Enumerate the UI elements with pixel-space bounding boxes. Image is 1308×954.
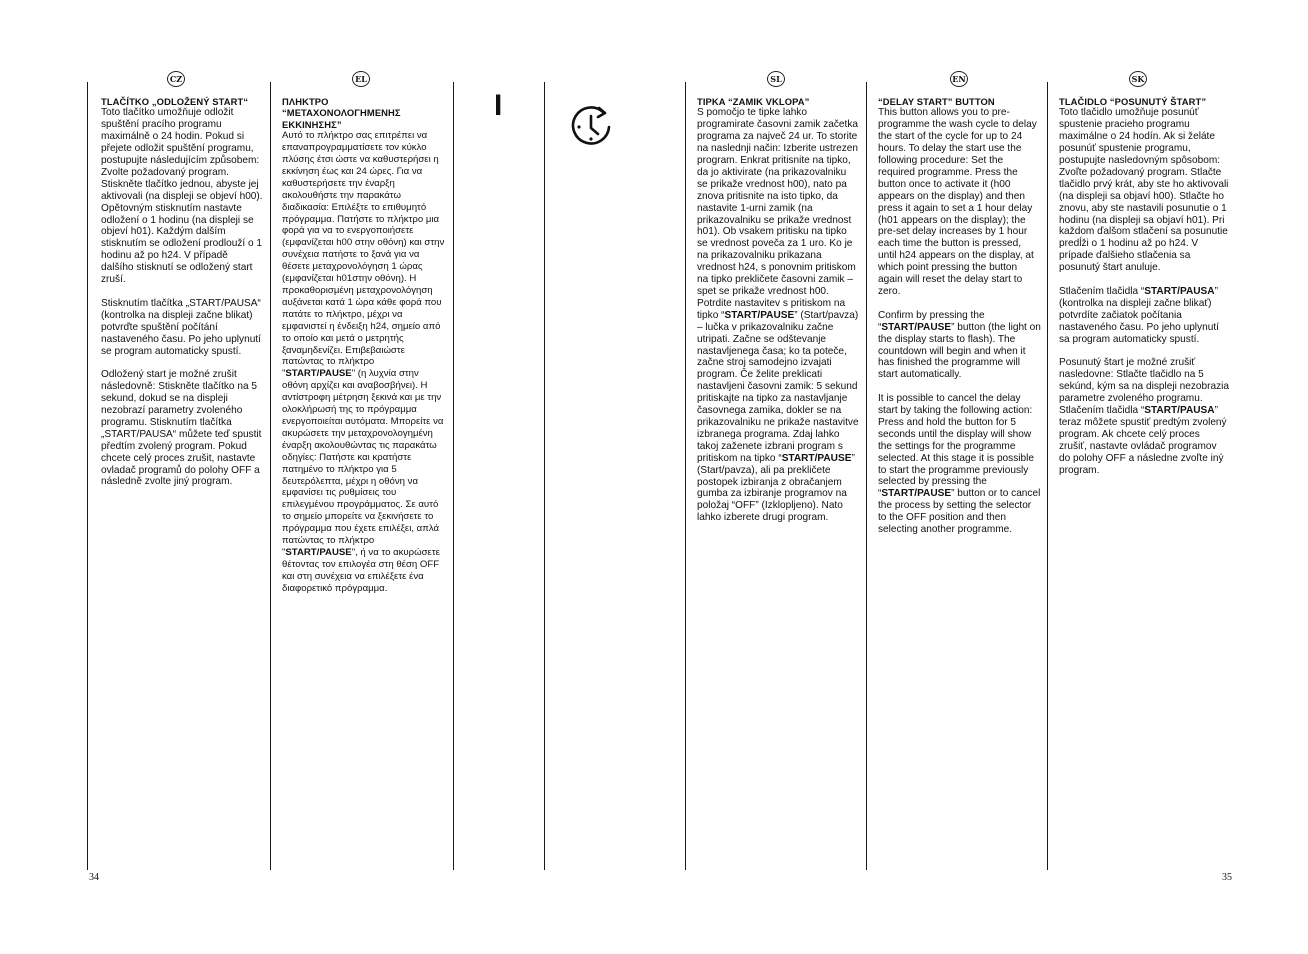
language-badge-el: EL (352, 71, 370, 87)
paragraph: It is possible to cancel the delay start by taking the following action: Press and hold the button for 5 seconds until the display will show the settings for the programme selected. At this stage it is possible to start the programme previously selected by pressing the “START/PAUSE” button or to cancel the process by setting the selector to the OFF position and then selecting another programme. (878, 393, 1041, 536)
paragraph: This button allows you to pre-programme the wash cycle to delay the start of the cycle for up to 24 hours. To delay the start use the following procedure: Set the required programme. Press the button once to activate it (h00 appears on the display) and then press it again to set a 1 hour delay (h01 appears on the display); the pre-set delay increases by 1 hour each time the button is pressed, until h24 appears on the display, at which point pressing the button again will reset the delay start to zero. (878, 107, 1037, 297)
column-sl (697, 96, 859, 536)
column-divider (544, 82, 545, 870)
column-sk (1059, 96, 1229, 488)
language-badge-sl: SL (767, 71, 785, 87)
paragraph: Toto tlačítko umožňuje odložit spuštění pracího programu maximálně o 24 hodin. Pokud si přejete odložit spuštění programu, postupujte následujícím způsobem: Zvolte požadovaný program. Stiskněte tlačítko jednou, abyste jej aktivovali (na displeji se objeví h00). Opětovným stisknutím nastavte odložení o 1 hodinu (na displeji se objeví h01). Každým dalším stisknutím se odložení prodlouží o 1 hodinu až po h24. V případě dalšího stisknutí se odložený start zruší. (101, 107, 263, 286)
column-divider (87, 82, 88, 870)
column-el (282, 96, 446, 606)
language-badge-sk: SK (1129, 71, 1147, 87)
column-divider (866, 82, 867, 870)
column-divider (270, 82, 271, 870)
paragraph: Αυτό το πλήκτρο σας επιτρέπει να επαναπρογραμματίσετε τον κύκλο πλύσης έτσι ώστε να καθυστερήσει η εκκίνηση έως και 24 ώρες. Για να καθυστερήσετε την έναρξη ακολουθήστε την παρακάτω διαδικασία: Επιλέξτε το επιθυμητό πρόγραμμα. Πατήστε το πλήκτρο μια φορά για να το ενεργοποιήσετε (εμφανίζεται h00 στην οθόνη) και στην συνέχεια πατήστε το ξανά για να θέσετε μεταχρονολόγηση 1 ώρας (εμφανίζεται h01στην οθόνη). Η προκαθορισμένη μεταχρονολόγηση αυξάνεται κατά 1 ώρα κάθε φορά που πατάτε το πλήκτρο, μέχρι να εμφανιστεί η ένδειξη h24, σημείο από το οποίο και μετά ο μετρητής ξαναμηδενίζει. Επιβεβαιώστε πατώντας το πλήκτρο "START/PAUSE" (η λυχνία στην οθόνη αρχίζει και αναβοσβήνει). Η αντίστροφη μέτρηση ξεκινά και με την ολοκλήρωσή της το πρόγραμμα ενεργοποιείται αυτόματα. Μπορείτε να ακυρώσετε την μεταχρονολογημένη έναρξη ακολουθώντας τις παρακάτω οδηγίες: Πατήστε και κρατήστε πατημένο το πλήκτρο για 5 δευτερόλεπτα, μέχρι η οθόνη να εμφανίσει τις ρυθμίσεις του επιλεγμένου προγράμματος. Σε αυτό το σημείο μπορείτε να ξεκινήσετε το πρόγραμμα που έχετε επιλέξει, απλά πατώντας το πλήκτρο "START/PAUSE", ή να το ακυρώσετε θέτοντας τον επιλογέα στη θέση OFF και στη συνέχεια να επιλέξετε ένα διαφορετικό πρόγραμμα. (282, 130, 445, 594)
page-number-left: 34 (89, 872, 99, 883)
delayed-start-clock-icon (568, 104, 614, 150)
page-number-right: 35 (1222, 872, 1232, 883)
paragraph: Confirm by pressing the “START/PAUSE” button (the light on the display starts to flash). The countdown will begin and when it has finished the programme will start automatically. (878, 309, 1041, 381)
section-title: TLAČIDLO “POSUNUTÝ ŠTART” (1059, 96, 1207, 107)
column-cz (101, 96, 263, 500)
column-divider (1047, 82, 1048, 870)
paragraph: Stisknutím tlačítka „START/PAUSA“ (kontrolka na displeji začne blikat) potvrďte spuštění počítání nastaveného času. Po jeho uplynutí se program automaticky spustí. (101, 297, 261, 357)
paragraph: Stlačením tlačidla “START/PAUSA” (kontrolka na displeji začne blikať) potvrdíte začiatok počítania nastaveného času. Po jeho uplynutí sa program automaticky spustí. (1059, 285, 1219, 345)
section-title: ΠΛΗΚΤΡΟ “ΜΕΤΑΧΟΝΟΛΟΓΗΜΕΝΗΣ ΕΚΚΙΝΗΣΗΣ” (282, 96, 401, 130)
section-title: “DELAY START” BUTTON (878, 96, 995, 107)
section-marker: I (494, 89, 503, 122)
column-en (878, 96, 1041, 548)
column-divider (453, 82, 454, 870)
paragraph: Toto tlačidlo umožňuje posunúť spustenie pracieho programu maximálne o 24 hodín. Ak si želáte posunúť spustenie programu, postupujte nasledovným spôsobom: Zvoľte požadovaný program. Stlačte tlačidlo prvý krát, aby ste ho aktivovali (na displeji sa objaví h00). Stlačte ho znovu, aby ste nastavili posunutie o 1 hodinu (na displeji sa objaví h01). Pri každom ďalšom stlačení sa posunutie predĺži o 1 hodinu až po h24. V prípade ďalšieho stlačenia sa posunutý štart anuluje. (1059, 107, 1229, 274)
paragraph: Odložený start je možné zrušit následovně: Stiskněte tlačítko na 5 sekund, dokud se na displeji nezobrazí parametry zvoleného programu. Stisknutím tlačítka „START/PAUSA“ můžete teď spustit předtím zvolený program. Pokud chcete celý proces zrušit, nastavte ovladač programů do polohy OFF a následně zvolte jiný program. (101, 369, 262, 488)
paragraph: Posunutý štart je možné zrušiť nasledovne: Stlačte tlačidlo na 5 sekúnd, kým sa na displeji nezobrazia parametre zvoleného programu. Stlačením tlačidla “START/PAUSA” teraz môžete spustiť predtým zvolený program. Ak chcete celý proces zrušiť, nastavte ovládač programov do polohy OFF a následne zvoľte iný program. (1059, 357, 1230, 476)
section-title: TLAČÍTKO „ODLOŽENÝ START“ (101, 96, 249, 107)
paragraph: S pomočjo te tipke lahko programirate časovni zamik začetka programa za največ 24 ur. To storite na naslednji način: Izberite ustrezen program. Enkrat pritisnite na tipko, da jo aktivirate (na prikazovalniku se prikaže vrednost h00), nato pa znova pritisnite na isto tipko, da nastavite 1-urni zamik (na prikazovalniku se prikaže vrednost h01). Ob vsakem pritisku na tipko se vrednost poveča za 1 uro. Ko je na prikazovalniku prikazana vrednost h24, s ponovnim pritiskom na tipko prekličete časovni zamik – spet se prikaže vrednost h00. Potrdite nastavitev s pritiskom na tipko “START/PAUSE” (Start/pavza) – lučka v prikazovalniku začne utripati. Začne se odštevanje nastavljenega časa; ko ta poteče, začne stroj samodejno izvajati program. Če želite preklicati nastavljeni časovni zamik: 5 sekund pritiskajte na tipko za nastavljanje časovnega zamika, dokler se na prikazovalniku ne prikaže nastavitve izbranega programa. Zdaj lahko takoj zaženete izbrani program s pritiskom na tipko “START/PAUSE” (Start/pavza), ali pa prekličete postopek izbiranja z obračanjem gumba za izbiranje programov na položaj “OFF” (Izklopljeno). Nato lahko izberete drugi program. (697, 107, 859, 524)
section-title: TIPKA “ZAMIK VKLOPA” (697, 96, 810, 107)
column-divider (685, 82, 686, 870)
language-badge-en: EN (950, 71, 968, 87)
language-badge-cz: CZ (167, 71, 185, 87)
